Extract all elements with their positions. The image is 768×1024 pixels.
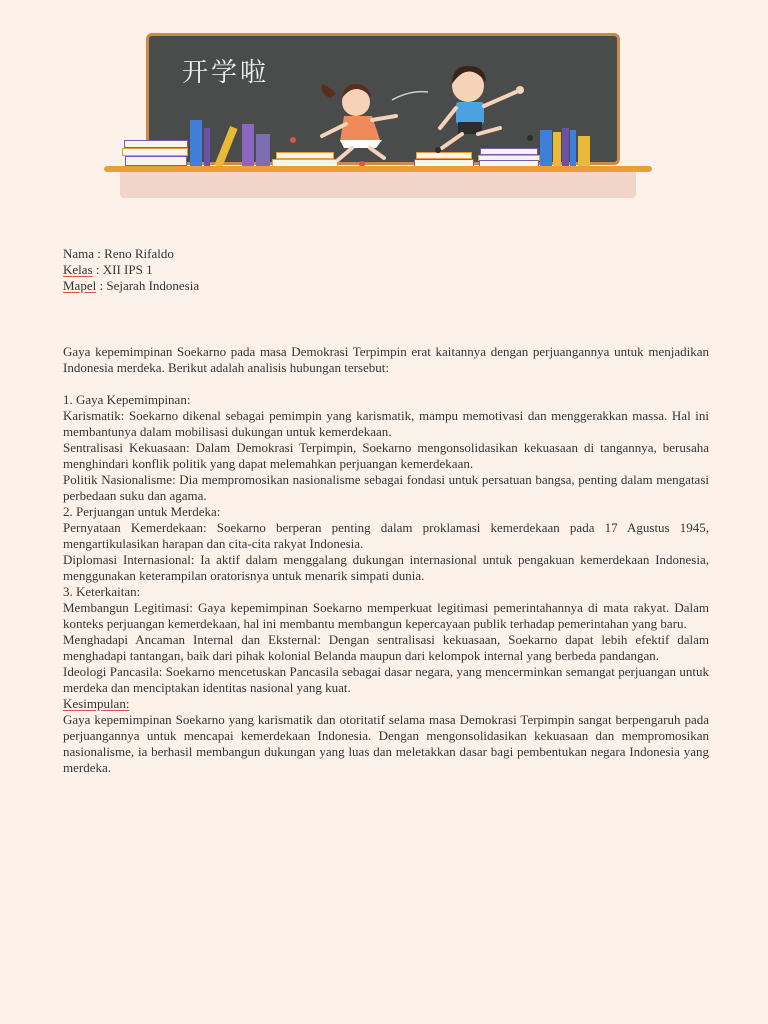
student-info (63, 246, 199, 294)
section-2-para-1: Pernyataan Kemerdekaan: Soekarno berperan penting dalam proklamasi kemerdekaan pada 17 Agustus 1945, mengartikulasikan harapan dan cita-cita rakyat Indonesia. (63, 520, 709, 551)
shelf-shadow (120, 172, 636, 198)
boy-figure (435, 66, 533, 153)
section-1-heading: 1. Gaya Kepemimpinan: (63, 392, 191, 407)
conclusion-heading: Kesimpulan: (63, 696, 130, 711)
info-mapel: Mapel : Sejarah Indonesia (63, 278, 200, 293)
info-kelas: Kelas : XII IPS 1 (63, 262, 153, 277)
chalkboard-title: 开学啦 (182, 58, 270, 88)
girl-figure (290, 84, 396, 167)
info-nama: Nama : Reno Rifaldo (63, 246, 174, 261)
document-body (63, 344, 709, 776)
intro-paragraph: Gaya kepemimpinan Soekarno pada masa Demokrasi Terpimpin erat kaitannya dengan perjuangannya untuk menjadikan Indonesia merdeka. Berikut adalah analisis hubungan tersebut: (63, 344, 709, 375)
header-illustration (0, 0, 768, 210)
section-1-para-1: Karismatik: Soekarno dikenal sebagai pemimpin yang karismatik, mampu memotivasi dan menggerakkan massa. Hal ini membantunya dalam mobilisasi dukungan untuk kemerdekaan. (63, 408, 709, 439)
section-3-heading: 3. Keterkaitan: (63, 584, 141, 599)
section-3-para-1: Membangun Legitimasi: Gaya kepemimpinan Soekarno memperkuat legitimasi pemerintahannya di mata rakyat. Dalam konteks perjuangan kemerdekaan, hal ini membantu membangun kepercayaan publik terhadap pemerintahan yang baru. (63, 600, 709, 631)
section-2-heading: 2. Perjuangan untuk Merdeka: (63, 504, 221, 519)
section-2-para-2: Diplomasi Internasional: Ia aktif dalam menggalang dukungan internasional untuk pengakuan kemerdekaan Indonesia, menggunakan keterampilan oratorisnya untuk menarik simpati dunia. (63, 552, 709, 583)
section-1-para-2: Sentralisasi Kekuasaan: Dalam Demokrasi Terpimpin, Soekarno mengonsolidasikan kekuasaan di tangannya, berusaha menghindari konflik politik yang dapat melemahkan perjuangan kemerdekaan. (63, 440, 709, 471)
section-1-para-3: Politik Nasionalisme: Dia mempromosikan nasionalisme sebagai fondasi untuk persatuan bangsa, penting dalam mengatasi perbedaan suku dan agama. (63, 472, 709, 503)
conclusion-paragraph: Gaya kepemimpinan Soekarno yang karismatik dan otoritatif selama masa Demokrasi Terpimpin sangat berpengaruh pada perjuangannya untuk mencapai kemerdekaan Indonesia. Dengan mengonsolidasikan kekuasaan dan mempromosikan nasionalisme, ia berhasil membangun dukungan yang luas dan meletakkan dasar bagi pembentukan negara Indonesia yang merdeka. (63, 712, 709, 775)
section-3-para-2: Menghadapi Ancaman Internal dan Eksternal: Dengan sentralisasi kekuasaan, Soekarno dapat lebih efektif dalam menghadapi tantangan, baik dari pihak kolonial Belanda maupun dari kelompok internal yang berbeda pandangan. (63, 632, 709, 663)
section-3-para-3: Ideologi Pancasila: Soekarno mencetuskan Pancasila sebagai dasar negara, yang mencerminkan semangat perjuangan untuk merdeka dan menciptakan identitas nasional yang kuat. (63, 664, 709, 695)
